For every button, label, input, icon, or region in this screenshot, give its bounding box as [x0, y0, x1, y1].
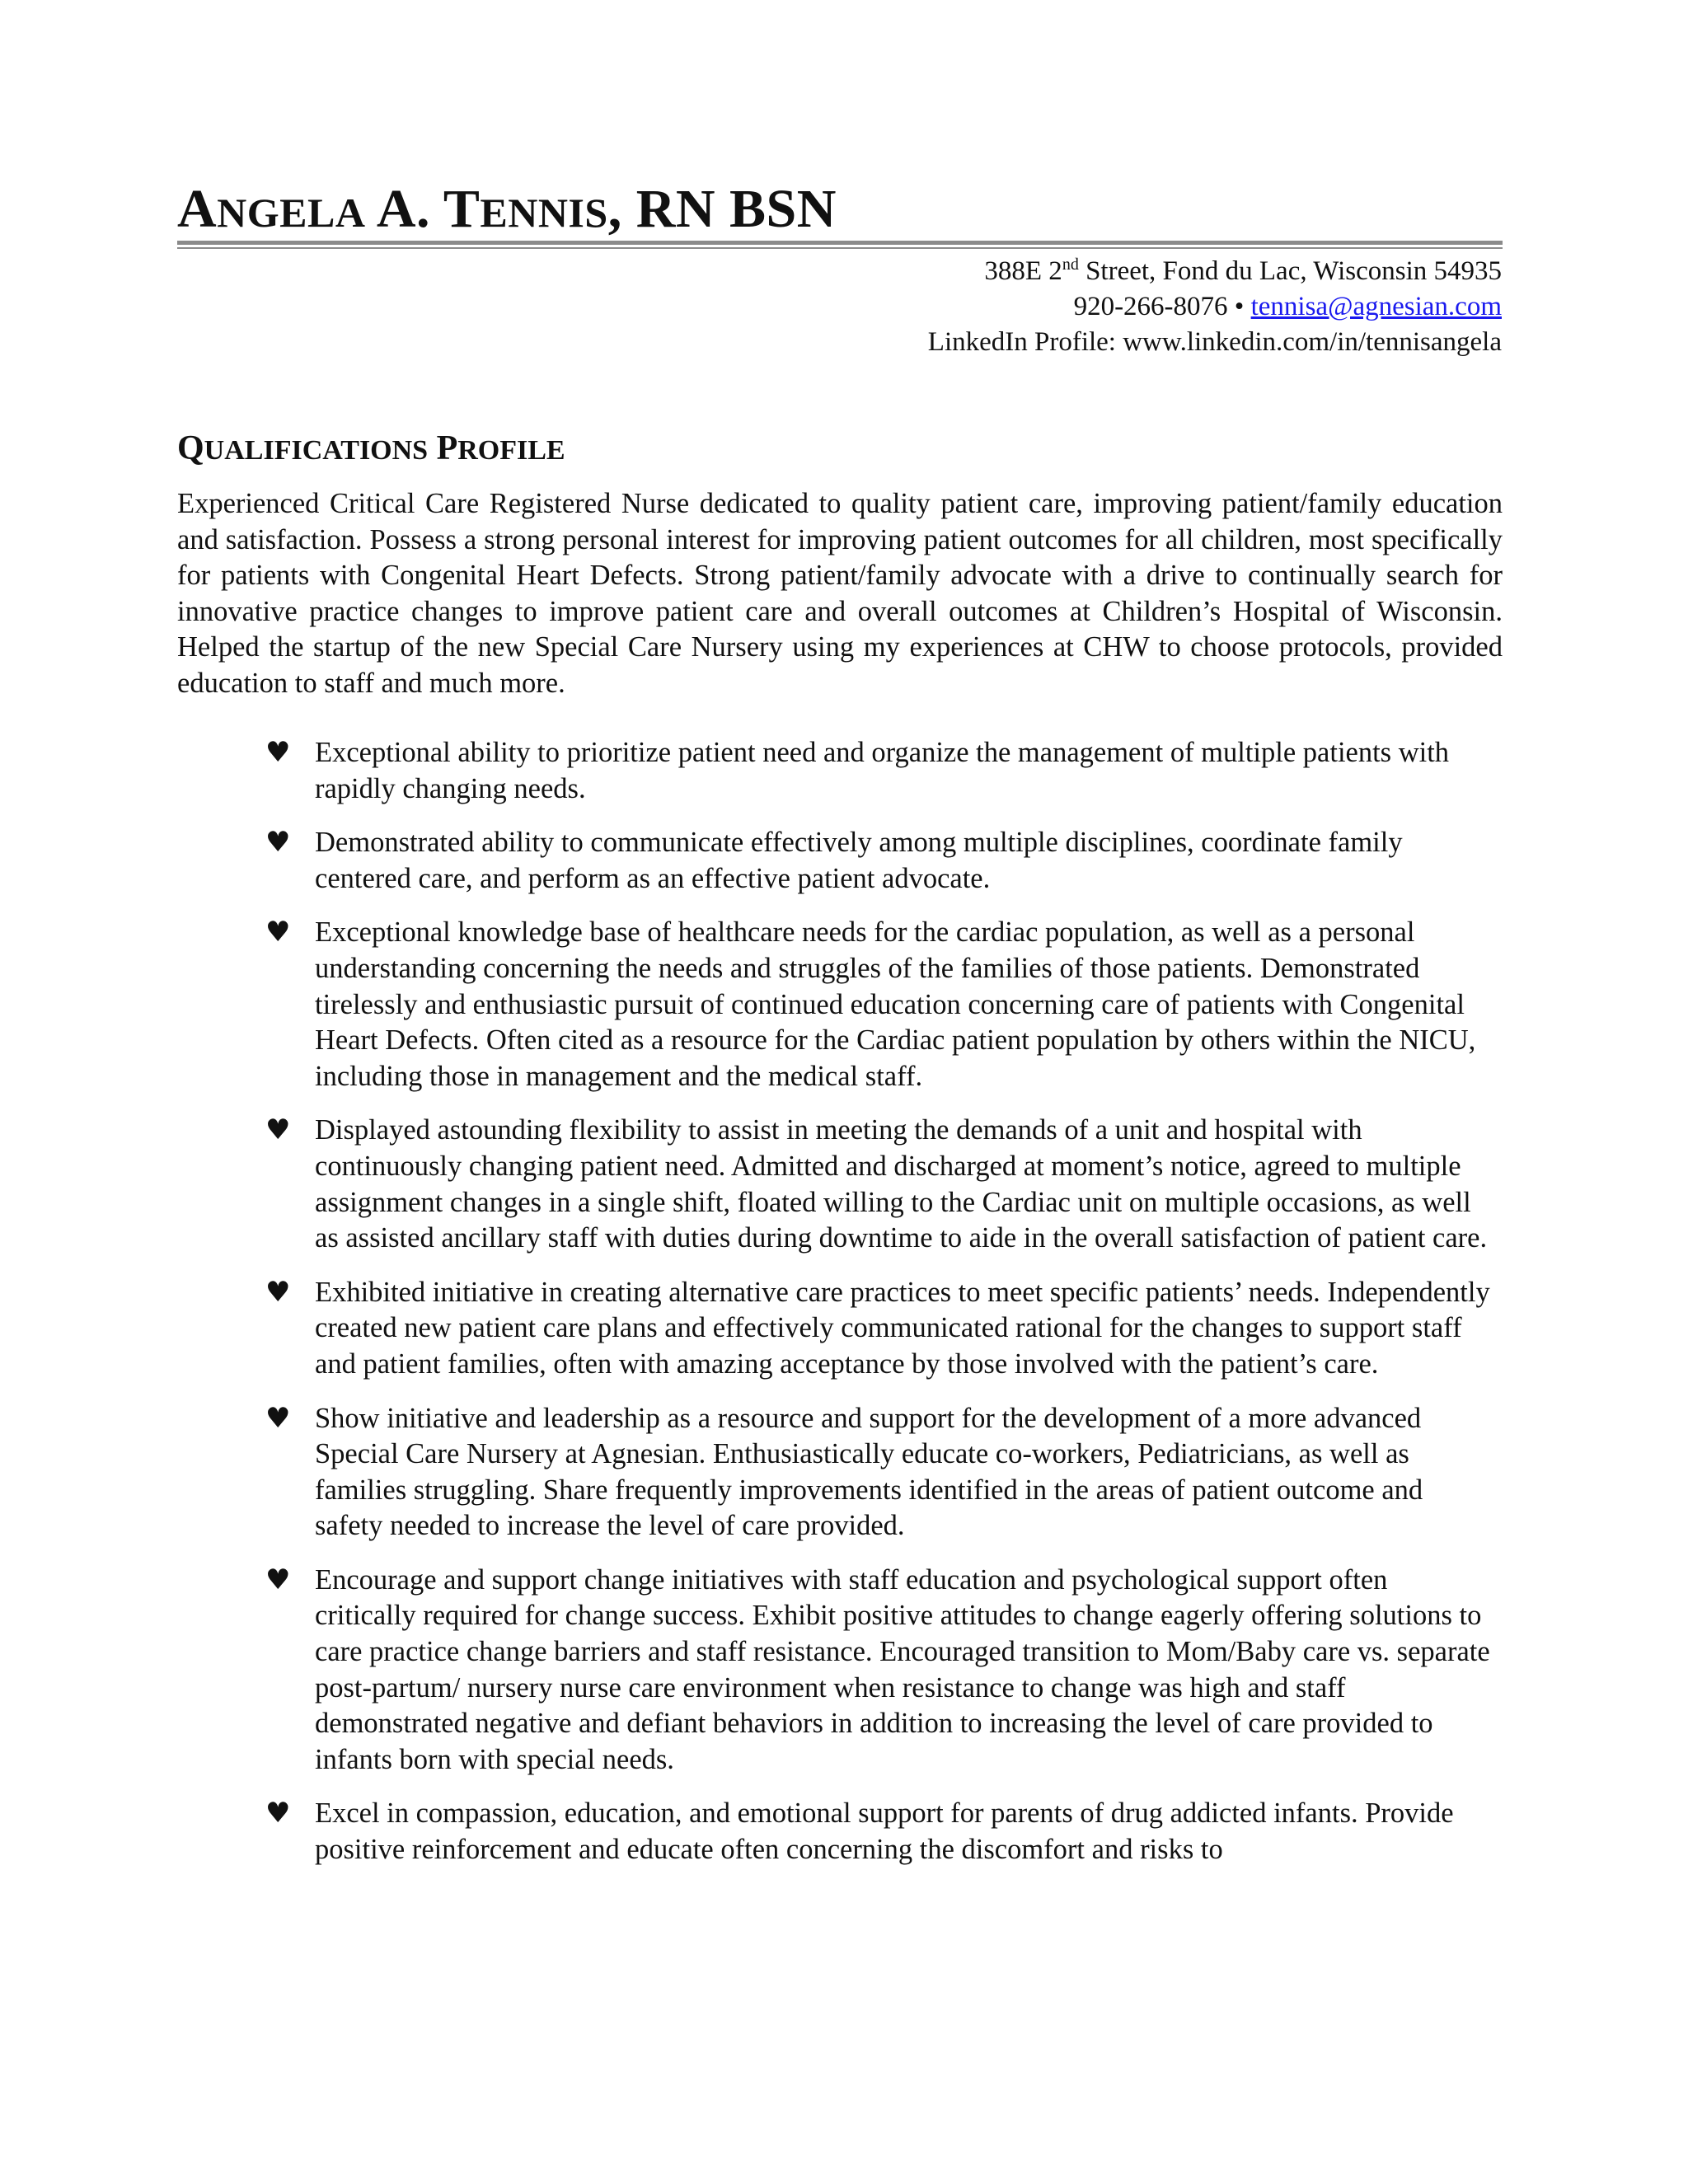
- contact-email-link[interactable]: tennisa@agnesian.com: [1250, 292, 1502, 321]
- heart-bullet-icon: ♥: [265, 916, 291, 949]
- list-item: [265, 825, 1493, 897]
- name-middle: A.: [376, 179, 431, 239]
- heading-rest2: ROFILE: [457, 435, 565, 466]
- contact-linkedin: LinkedIn Profile: www.linkedin.com/in/tennisangela: [927, 327, 1502, 357]
- heart-bullet-icon: ♥: [265, 1401, 291, 1435]
- bullet-text: Encourage and support change initiatives with staff education and psychological support often critically required for change success. Exhibit positive attitudes to change eagerly offering solutions to care practice change barriers and staff resistance. Encouraged transition to Mom/Baby care vs. separate post-partum/ nursery nurse care environment when resistance to change was high and staff demonstrated negative and defiant behaviors in addition to increasing the level of care provided to infants born with special needs.: [315, 1563, 1490, 1775]
- heading-rest1: UALIFICATIONS: [204, 435, 429, 466]
- heart-bullet-icon: ♥: [265, 1275, 291, 1309]
- list-item: [265, 735, 1493, 807]
- heart-bullet-icon: ♥: [265, 736, 291, 769]
- name-credentials: , RN BSN: [607, 179, 837, 239]
- candidate-name: [177, 180, 837, 242]
- address-prefix: 388E 2: [984, 256, 1062, 286]
- bullet-text: Exceptional knowledge base of healthcare needs for the cardiac population, as well as a personal understanding concerning the needs and struggles of the families of those patients. Demonstrated tirelessly and enthusiastic pursuit of continued education concerning care of patients with Congenital Heart Defects. Often cited as a resource for the Cardiac patient population by others within the NICU, including those in management and the medical staff.: [315, 916, 1476, 1092]
- heading-p: P: [428, 429, 458, 467]
- list-item: [265, 1113, 1493, 1256]
- header-divider-thin: [177, 247, 1503, 249]
- contact-address: [928, 254, 1502, 289]
- heart-bullet-icon: ♥: [265, 1563, 291, 1596]
- contact-block: [928, 254, 1502, 360]
- heading-q: Q: [177, 429, 204, 467]
- contact-separator: •: [1227, 292, 1251, 321]
- bullet-text: Show initiative and leadership as a resource and support for the development of a more advanced Special Care Nursery at Agnesian. Enthusiastically educate co-workers, Pediatricians, as well as families struggling. Share frequently improvements identified in the areas of patient outcome and safety needed to increase the level of care provided.: [315, 1402, 1423, 1542]
- heart-bullet-icon: ♥: [265, 1797, 291, 1830]
- name-last-initial: T: [443, 179, 481, 239]
- address-suffix: Street, Fond du Lac, Wisconsin 54935: [1078, 256, 1502, 286]
- contact-phone: 920-266-8076: [1073, 292, 1228, 321]
- contact-phone-email: [928, 289, 1502, 325]
- name-last-rest: ENNIS: [480, 190, 608, 236]
- bullet-text: Displayed astounding flexibility to assist in meeting the demands of a unit and hospital with continuously changing patient need. Admitted and discharged at moment’s notice, agreed to multiple assignment changes in a single shift, floated willing to the Cardiac unit on multiple occasions, as well as assisted ancillary staff with duties during downtime to aide in the overall satisfaction of patient care.: [315, 1114, 1488, 1254]
- list-item: [265, 1563, 1493, 1779]
- list-item: [265, 1275, 1493, 1383]
- name-first-rest: NGELA: [217, 190, 366, 236]
- qualifications-summary: Experienced Critical Care Registered Nurse dedicated to quality patient care, improving patient/family education and satisfaction. Possess a strong personal interest for improving patient outcomes for all children, most specifically for patients with Congenital Heart Defects. Strong patient/family advocate with a drive to continually search for innovative practice changes to improve patient care and overall outcomes at Children’s Hospital of Wisconsin. Helped the startup of the new Special Care Nursery using my experiences at CHW to choose protocols, provided education to staff and much more.: [177, 488, 1503, 699]
- qualifications-heading: [177, 427, 565, 472]
- list-item: [265, 1401, 1493, 1544]
- name-first-initial: A: [177, 179, 218, 239]
- list-item: [265, 915, 1493, 1094]
- bullet-text: Exceptional ability to prioritize patient need and organize the management of multiple patients with rapidly changing needs.: [315, 737, 1450, 804]
- list-item: [265, 1796, 1493, 1868]
- address-superscript: nd: [1062, 255, 1079, 274]
- bullet-text: Exhibited initiative in creating alternative care practices to meet specific patients’ needs. Independently created new patient care plans and effectively communicated rational for the changes to support staff and patient families, often with amazing acceptance by those involved with the patient’s care.: [315, 1276, 1490, 1380]
- header-divider-thick: [177, 241, 1503, 245]
- bullet-text: Demonstrated ability to communicate effectively among multiple disciplines, coordinate family centered care, and perform as an effective patient advocate.: [315, 827, 1403, 894]
- qualifications-bullet-list: [265, 735, 1493, 1886]
- heart-bullet-icon: ♥: [265, 826, 291, 860]
- bullet-text: Excel in compassion, education, and emotional support for parents of drug addicted infants. Provide positive reinforcement and educate often concerning the discomfort and risks to: [315, 1797, 1454, 1866]
- heart-bullet-icon: ♥: [265, 1113, 291, 1147]
